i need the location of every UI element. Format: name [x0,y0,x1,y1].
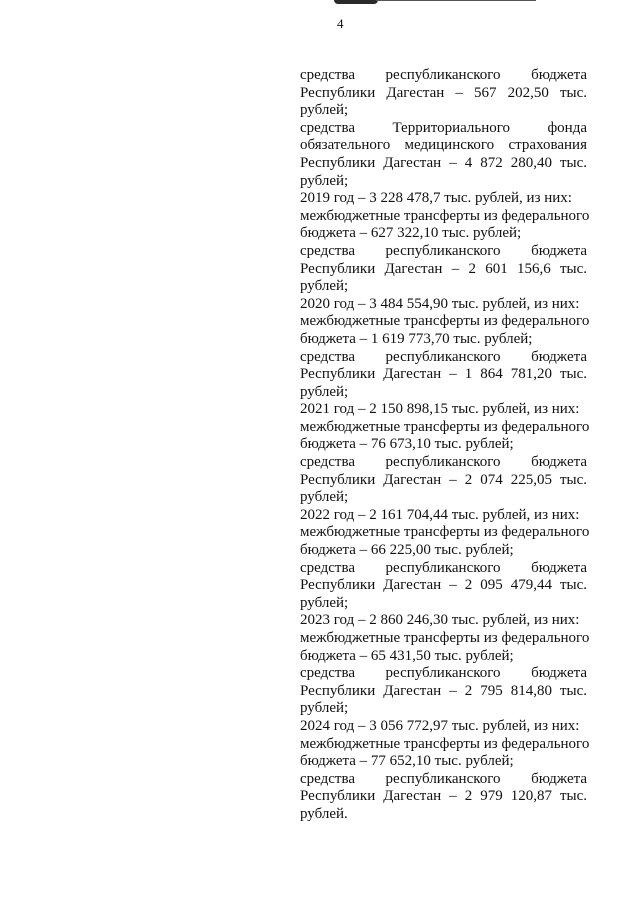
text-line: 2019 год – 3 228 478,7 тыс. рублей, из них: [300,190,572,207]
text-line: рублей; [300,383,349,400]
text-line: 2021 год – 2 150 898,15 тыс. рублей, из них: [300,401,580,418]
text-line: бюджета – 66 225,00 тыс. рублей; [300,542,514,559]
scan-artifact-mark [334,0,378,4]
scan-artifact-line [376,0,536,1]
text-line: рублей; [300,594,349,611]
text-line: межбюджетные трансферты из федерального [300,418,590,435]
text-line: рублей; [300,172,349,189]
text-line: Республики Дагестан – 2 095 479,44 тыс. [300,577,587,594]
text-line: Республики Дагестан – 2 074 225,05 тыс. [300,471,587,488]
text-line: 2020 год – 3 484 554,90 тыс. рублей, из них: [300,295,580,312]
text-line: средства республиканского бюджета [300,770,587,787]
text-line: бюджета – 627 322,10 тыс. рублей; [300,225,522,242]
text-line: средства Территориального фонда [300,119,587,136]
text-line: Республики Дагестан – 567 202,50 тыс. [300,84,587,101]
text-line: Республики Дагестан – 2 795 814,80 тыс. [300,682,587,699]
text-line: рублей; [300,278,349,295]
text-line: средства республиканского бюджета [300,559,587,576]
text-line: межбюджетные трансферты из федерального [300,524,590,541]
text-line: рублей; [300,489,349,506]
text-line: межбюджетные трансферты из федерального [300,630,590,646]
text-line: межбюджетные трансферты из федерального [300,735,590,752]
text-line: Республики Дагестан – 4 872 280,40 тыс. [300,154,587,171]
text-line: бюджета – 65 431,50 тыс. рублей; [300,647,514,664]
text-line: 2022 год – 2 161 704,44 тыс. рублей, из них: [300,506,580,523]
page-number: 4 [337,16,344,31]
text-line: бюджета – 76 673,10 тыс. рублей; [300,436,514,453]
text-line: Республики Дагестан – 1 864 781,20 тыс. [300,366,587,383]
text-line: рублей; [300,102,349,119]
budget-text-block [300,67,590,824]
text-line: рублей. [300,805,348,822]
text-line: Республики Дагестан – 2 979 120,87 тыс. [300,788,587,805]
text-line: бюджета – 1 619 773,70 тыс. рублей; [300,330,533,347]
text-line: 2023 год – 2 860 246,30 тыс. рублей, из них: [300,612,580,629]
text-line: средства республиканского бюджета [300,348,587,365]
text-line: межбюджетные трансферты из федерального [300,207,590,224]
text-line: средства республиканского бюджета [300,454,587,471]
text-line: рублей; [300,700,349,717]
text-line: средства республиканского бюджета [300,242,587,259]
text-line: обязательного медицинского страхования [300,137,587,154]
text-line: средства республиканского бюджета [300,665,587,682]
text-line: 2024 год – 3 056 772,97 тыс. рублей, из них: [300,717,580,734]
text-line: межбюджетные трансферты из федерального [300,313,590,330]
text-line: средства республиканского бюджета [300,67,587,83]
text-line: бюджета – 77 652,10 тыс. рублей; [300,753,514,770]
text-line: Республики Дагестан – 2 601 156,6 тыс. [300,260,587,277]
